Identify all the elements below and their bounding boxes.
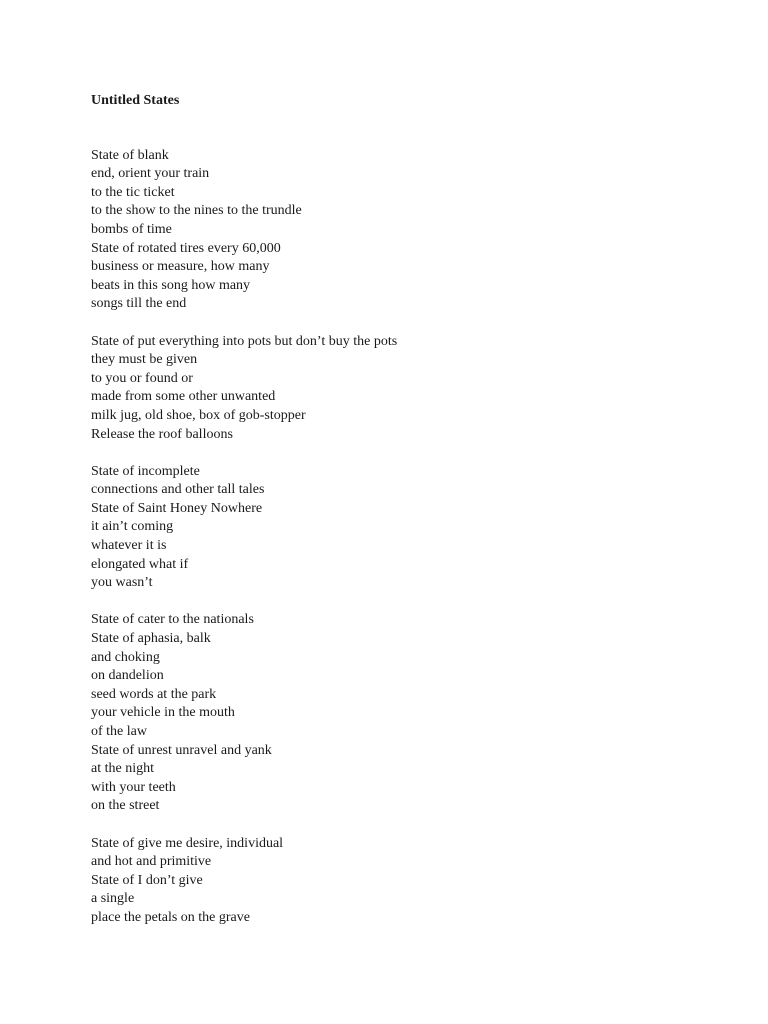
- poem-line: to the show to the nines to the trundle: [91, 203, 302, 219]
- poem-line: elongated what if: [91, 556, 189, 572]
- poem-line: State of cater to the nationals: [91, 612, 254, 628]
- poem-line: State of unrest unravel and yank: [91, 742, 272, 758]
- poem-line: State of Saint Honey Nowhere: [91, 500, 263, 516]
- poem-line: beats in this song how many: [91, 277, 251, 293]
- poem-line: State of put everything into pots but don’t buy the pots: [91, 333, 398, 349]
- poem-line: on the street: [91, 798, 160, 814]
- poem-line: on dandelion: [91, 668, 164, 684]
- poem-line: you wasn’t: [91, 575, 153, 591]
- stanza: [91, 147, 711, 314]
- poem-line: State of blank: [91, 147, 169, 163]
- poem-line: State of aphasia, balk: [91, 631, 211, 647]
- poem-line: with your teeth: [91, 779, 176, 795]
- poem-line: at the night: [91, 761, 154, 777]
- poem-line: seed words at the park: [91, 686, 217, 702]
- poem-line: connections and other tall tales: [91, 482, 265, 498]
- poem-line: end, orient your train: [91, 166, 210, 182]
- poem-line: and hot and primitive: [91, 854, 212, 870]
- poem-line: your vehicle in the mouth: [91, 705, 235, 721]
- poem-line: business or measure, how many: [91, 259, 270, 275]
- poem-line: made from some other unwanted: [91, 389, 276, 405]
- poem-line: whatever it is: [91, 538, 167, 554]
- poem-line: a single: [91, 891, 135, 907]
- poem-line: State of incomplete: [91, 463, 200, 479]
- poem-title: Untitled States: [91, 93, 180, 108]
- stanza: [91, 835, 711, 928]
- poem-line: songs till the end: [91, 296, 187, 312]
- stanza: [91, 333, 711, 445]
- poem-line: bombs of time: [91, 221, 172, 237]
- poem-body: [91, 147, 711, 928]
- stanza: [91, 463, 711, 593]
- poem-line: and choking: [91, 649, 160, 665]
- poem-line: they must be given: [91, 352, 198, 368]
- poem-line: State of give me desire, individual: [91, 835, 284, 851]
- document-page: [91, 92, 711, 946]
- poem-line: it ain’t coming: [91, 519, 174, 535]
- poem-line: State of I don’t give: [91, 872, 203, 888]
- poem-line: milk jug, old shoe, box of gob-stopper: [91, 407, 306, 423]
- poem-line: Release the roof balloons: [91, 426, 233, 442]
- poem-line: to the tic ticket: [91, 184, 175, 200]
- stanza: [91, 611, 711, 816]
- poem-line: place the petals on the grave: [91, 909, 250, 925]
- poem-line: of the law: [91, 724, 147, 739]
- poem-line: State of rotated tires every 60,000: [91, 240, 281, 256]
- poem-line: to you or found or: [91, 370, 193, 386]
